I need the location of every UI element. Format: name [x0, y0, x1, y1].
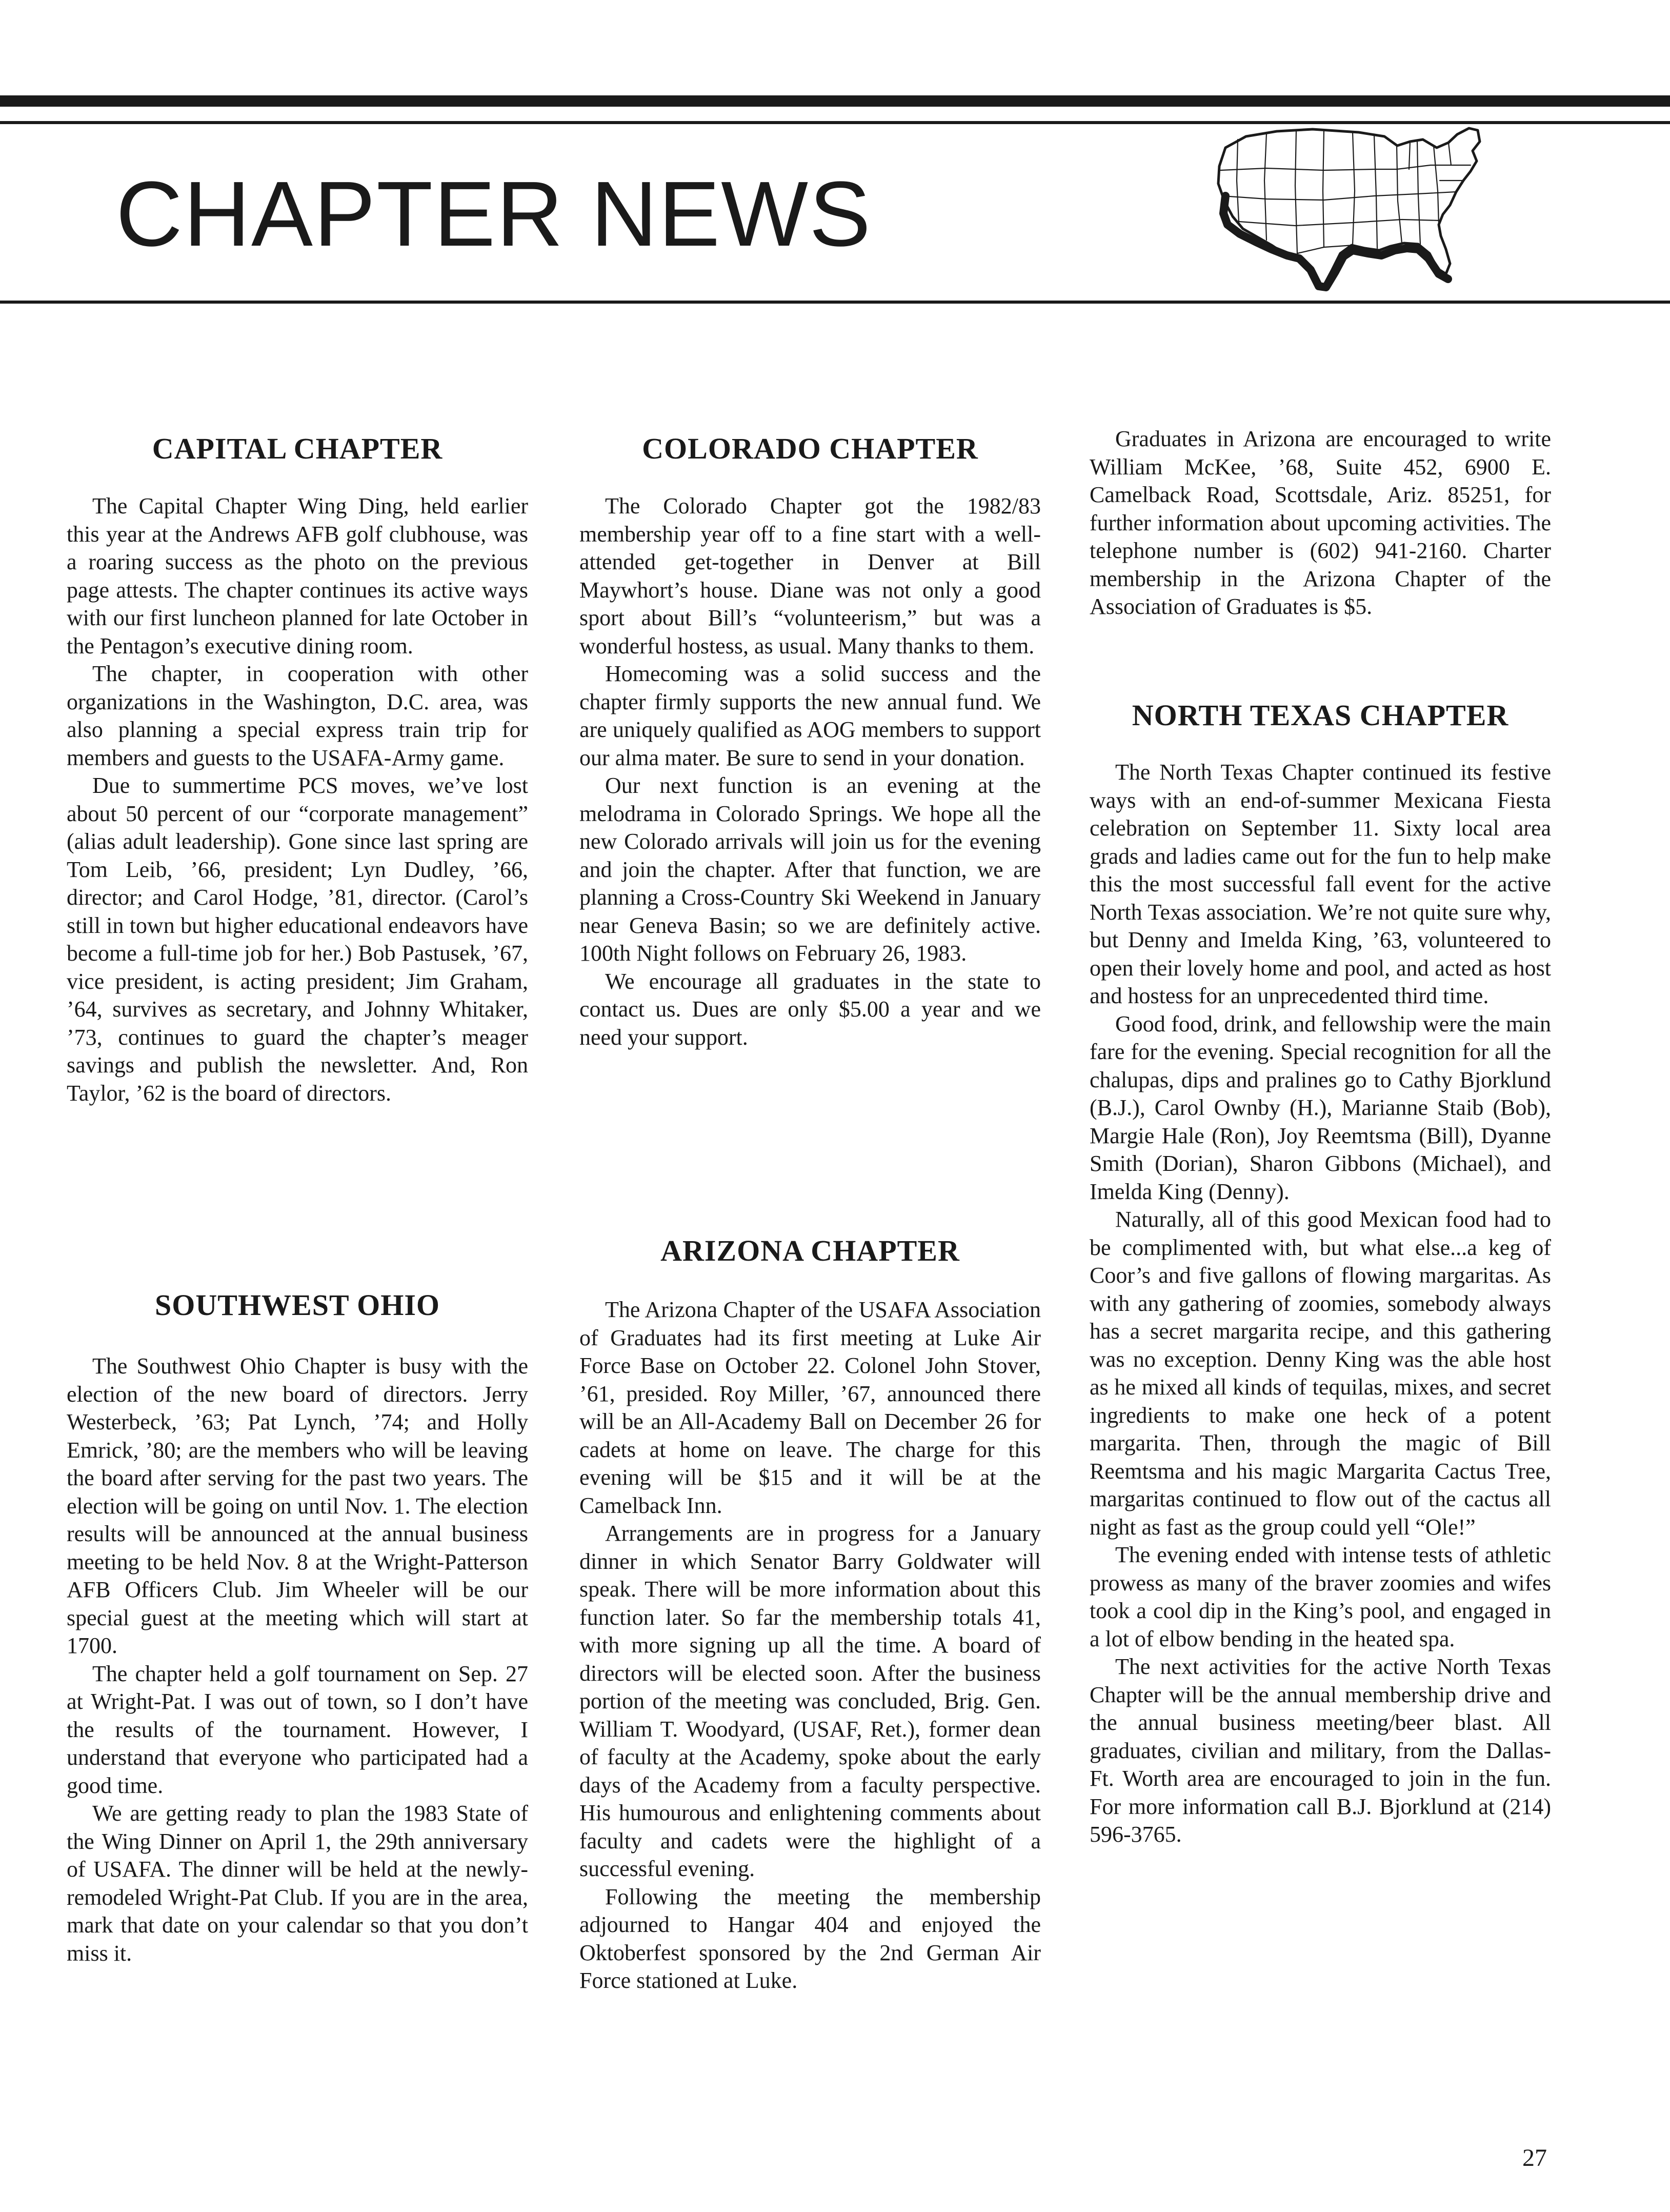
colorado-paragraph: Homecoming was a solid success and the chapter firmly supports the new annual fund. We are uniquely qualified as AOG members to support our alma mater. Be sure to send in your donation. [579, 661, 1041, 770]
arizona-chapter-article [579, 1296, 1041, 1995]
north-texas-paragraph: The North Texas Chapter continued its festive ways with an end-of-summer Mexicana Fiesta celebration on September 11. Sixty local area grads and ladies came out for the fun to help make this the most successful fall event for the active North Texas association. We’re not quite sure why, but Denny and Imelda King, ’63, volunteered to open their lovely home and pool, and acted as host and hostess for an unprecedented third time. [1090, 760, 1551, 1008]
southwest-ohio-heading: SOUTHWEST OHIO [154, 1288, 440, 1322]
southwest-ohio-article [67, 1352, 528, 1967]
top-thick-rule [0, 95, 1670, 107]
north-texas-paragraph: The next activities for the active North Texas Chapter will be the annual membership drive and the annual business meeting/beer blast. All graduates, civilian and military, from the Dallas-Ft. Worth area are encouraged to join in the fun. For more information call B.J. Bjorklund at (214) 596-3765. [1090, 1654, 1551, 1847]
capital-chapter-article [67, 492, 528, 1107]
arizona-paragraph: Arrangements are in progress for a January dinner in which Senator Barry Goldwater will speak. There will be more information about this function later. So far the membership totals 41, with more signing up all the time. A board of directors will be elected soon. After the business portion of the meeting was concluded, Brig. Gen. William T. Woodyard, (USAF, Ret.), former dean of faculty at the Academy, spoke about the early days of the Academy from a faculty perspective. His humourous and enlightening comments about faculty and cadets were the highlight of a successful evening. [579, 1521, 1041, 1881]
colorado-paragraph: We encourage all graduates in the state to contact us. Dues are only $5.00 a year and we need your support. [579, 968, 1041, 1050]
north-texas-paragraph: The evening ended with intense tests of athletic prowess as many of the braver zoomies and wifes took a cool dip in the King’s pool, and engaged in a lot of elbow bending in the heated spa. [1090, 1542, 1551, 1651]
page-title: CHAPTER NEWS [116, 163, 872, 266]
page-number: 27 [1522, 2144, 1547, 2171]
colorado-chapter-heading: COLORADO CHAPTER [642, 432, 978, 465]
north-texas-chapter-article [1090, 759, 1551, 1849]
arizona-continued-article [1090, 425, 1551, 621]
southwest-ohio-paragraph: The Southwest Ohio Chapter is busy with the election of the new board of directors. Jerry Westerbeck, ’63; Pat Lynch, ’74; and Holly Emrick, ’80; are the members who will be leaving the board after serving for the past two years. The election will be going on until Nov. 1. The election results will be announced at the annual business meeting to be held Nov. 8 at the Wright-Patterson AFB Officers Club. Jim Wheeler will be our special guest at the meeting which will start at 1700. [67, 1353, 528, 1658]
arizona-paragraph: Following the meeting the membership adjourned to Hangar 404 and enjoyed the Oktoberfest sponsored by the 2nd German Air Force stationed at Luke. [579, 1884, 1041, 1993]
arizona-paragraph: The Arizona Chapter of the USAFA Association of Graduates had its first meeting at Luke Air Force Base on October 22. Colonel John Stover, ’61, presided. Roy Miller, ’67, announced there will be an All-Academy Ball on December 26 for cadets at home on leave. The charge for this evening will be $15 and it will be at the Camelback Inn. [579, 1297, 1041, 1518]
capital-chapter-heading: CAPITAL CHAPTER [152, 432, 443, 465]
arizona-chapter-heading: ARIZONA CHAPTER [660, 1234, 960, 1267]
capital-paragraph: The Capital Chapter Wing Ding, held earlier this year at the Andrews AFB golf clubhouse, was a roaring success as the photo on the previous page attests. The chapter continues its active ways with our first luncheon planned for late October in the Pentagon’s executive dining room. [67, 493, 528, 659]
colorado-paragraph: Our next function is an evening at the melodrama in Colorado Springs. We hope all the new Colorado arrivals will join us for the evening and join the chapter. After that function, we are planning a Cross-Country Ski Weekend in January near Geneva Basin; so we are definitely active. 100th Night follows on February 26, 1983. [579, 773, 1041, 966]
southwest-ohio-paragraph: The chapter held a golf tournament on Sep. 27 at Wright-Pat. I was out of town, so I don’t have the results of the tournament. However, I understand that everyone who participated had a good time. [67, 1661, 528, 1798]
header-bottom-rule [0, 301, 1670, 304]
north-texas-chapter-heading: NORTH TEXAS CHAPTER [1132, 699, 1509, 732]
north-texas-paragraph: Naturally, all of this good Mexican food had to be complimented with, but what else...a keg of Coor’s and five gallons of flowing margaritas. As with any gathering of zoomies, somebody always has a secret margarita recipe, and this gathering was no exception. Denny King was the able host as he mixed all kinds of tequilas, mixes, and secret ingredients to make one heck of a potent margarita. Then, through the magic of Bill Reemtsma and his magic Margarita Cactus Tree, margaritas continued to flow out of the cactus all night as fast as the group could yell “Ole!” [1090, 1207, 1551, 1540]
colorado-paragraph: The Colorado Chapter got the 1982/83 membership year off to a fine start with a well-attended get-together in Denver at Bill Maywhort’s house. Diane was not only a good sport about Bill’s “volunteerism,” but was a wonderful hostess, as usual. Many thanks to them. [579, 493, 1041, 659]
colorado-chapter-article [579, 492, 1041, 1051]
southwest-ohio-paragraph: We are getting ready to plan the 1983 State of the Wing Dinner on April 1, the 29th anniversary of USAFA. The dinner will be held at the newly-remodeled Wright-Pat Club. If you are in the area, mark that date on your calendar so that you don’t miss it. [67, 1801, 528, 1966]
north-texas-paragraph: Good food, drink, and fellowship were the main fare for the evening. Special recognition for all the chalupas, dips and pralines go to Cathy Bjorklund (B.J.), Carol Ownby (H.), Marianne Staib (Bob), Margie Hale (Ron), Joy Reemtsma (Bill), Dyanne Smith (Dorian), Sharon Gibbons (Michael), and Imelda King (Denny). [1090, 1011, 1551, 1204]
capital-paragraph: Due to summertime PCS moves, we’ve lost about 50 percent of our “corporate management” (alias adult leadership). Gone since last spring are Tom Leib, ’66, president; Lyn Dudley, ’66, director; and Carol Hodge, ’81, director. (Carol’s still in town but higher educational endeavors have become a full-time job for her.) Bob Pastusek, ’67, vice president, is acting president; Jim Graham, ’64, survives as secretary, and Johnny Whitaker, ’73, continues to guard the chapter’s meager savings and publish the newsletter. And, Ron Taylor, ’62 is the board of directors. [67, 773, 528, 1106]
arizona-continued-paragraph: Graduates in Arizona are encouraged to write William McKee, ’68, Suite 452, 6900 E. Camelback Road, Scottsdale, Ariz. 85251, for further information about upcoming activities. The telephone number is (602) 941-2160. Charter membership in the Arizona Chapter of the Association of Graduates is $5. [1090, 426, 1551, 619]
capital-paragraph: The chapter, in cooperation with other organizations in the Washington, D.C. area, was also planning a special express train trip for members and guests to the USAFA-Army game. [67, 661, 528, 770]
united-states-map-icon [1190, 119, 1518, 297]
